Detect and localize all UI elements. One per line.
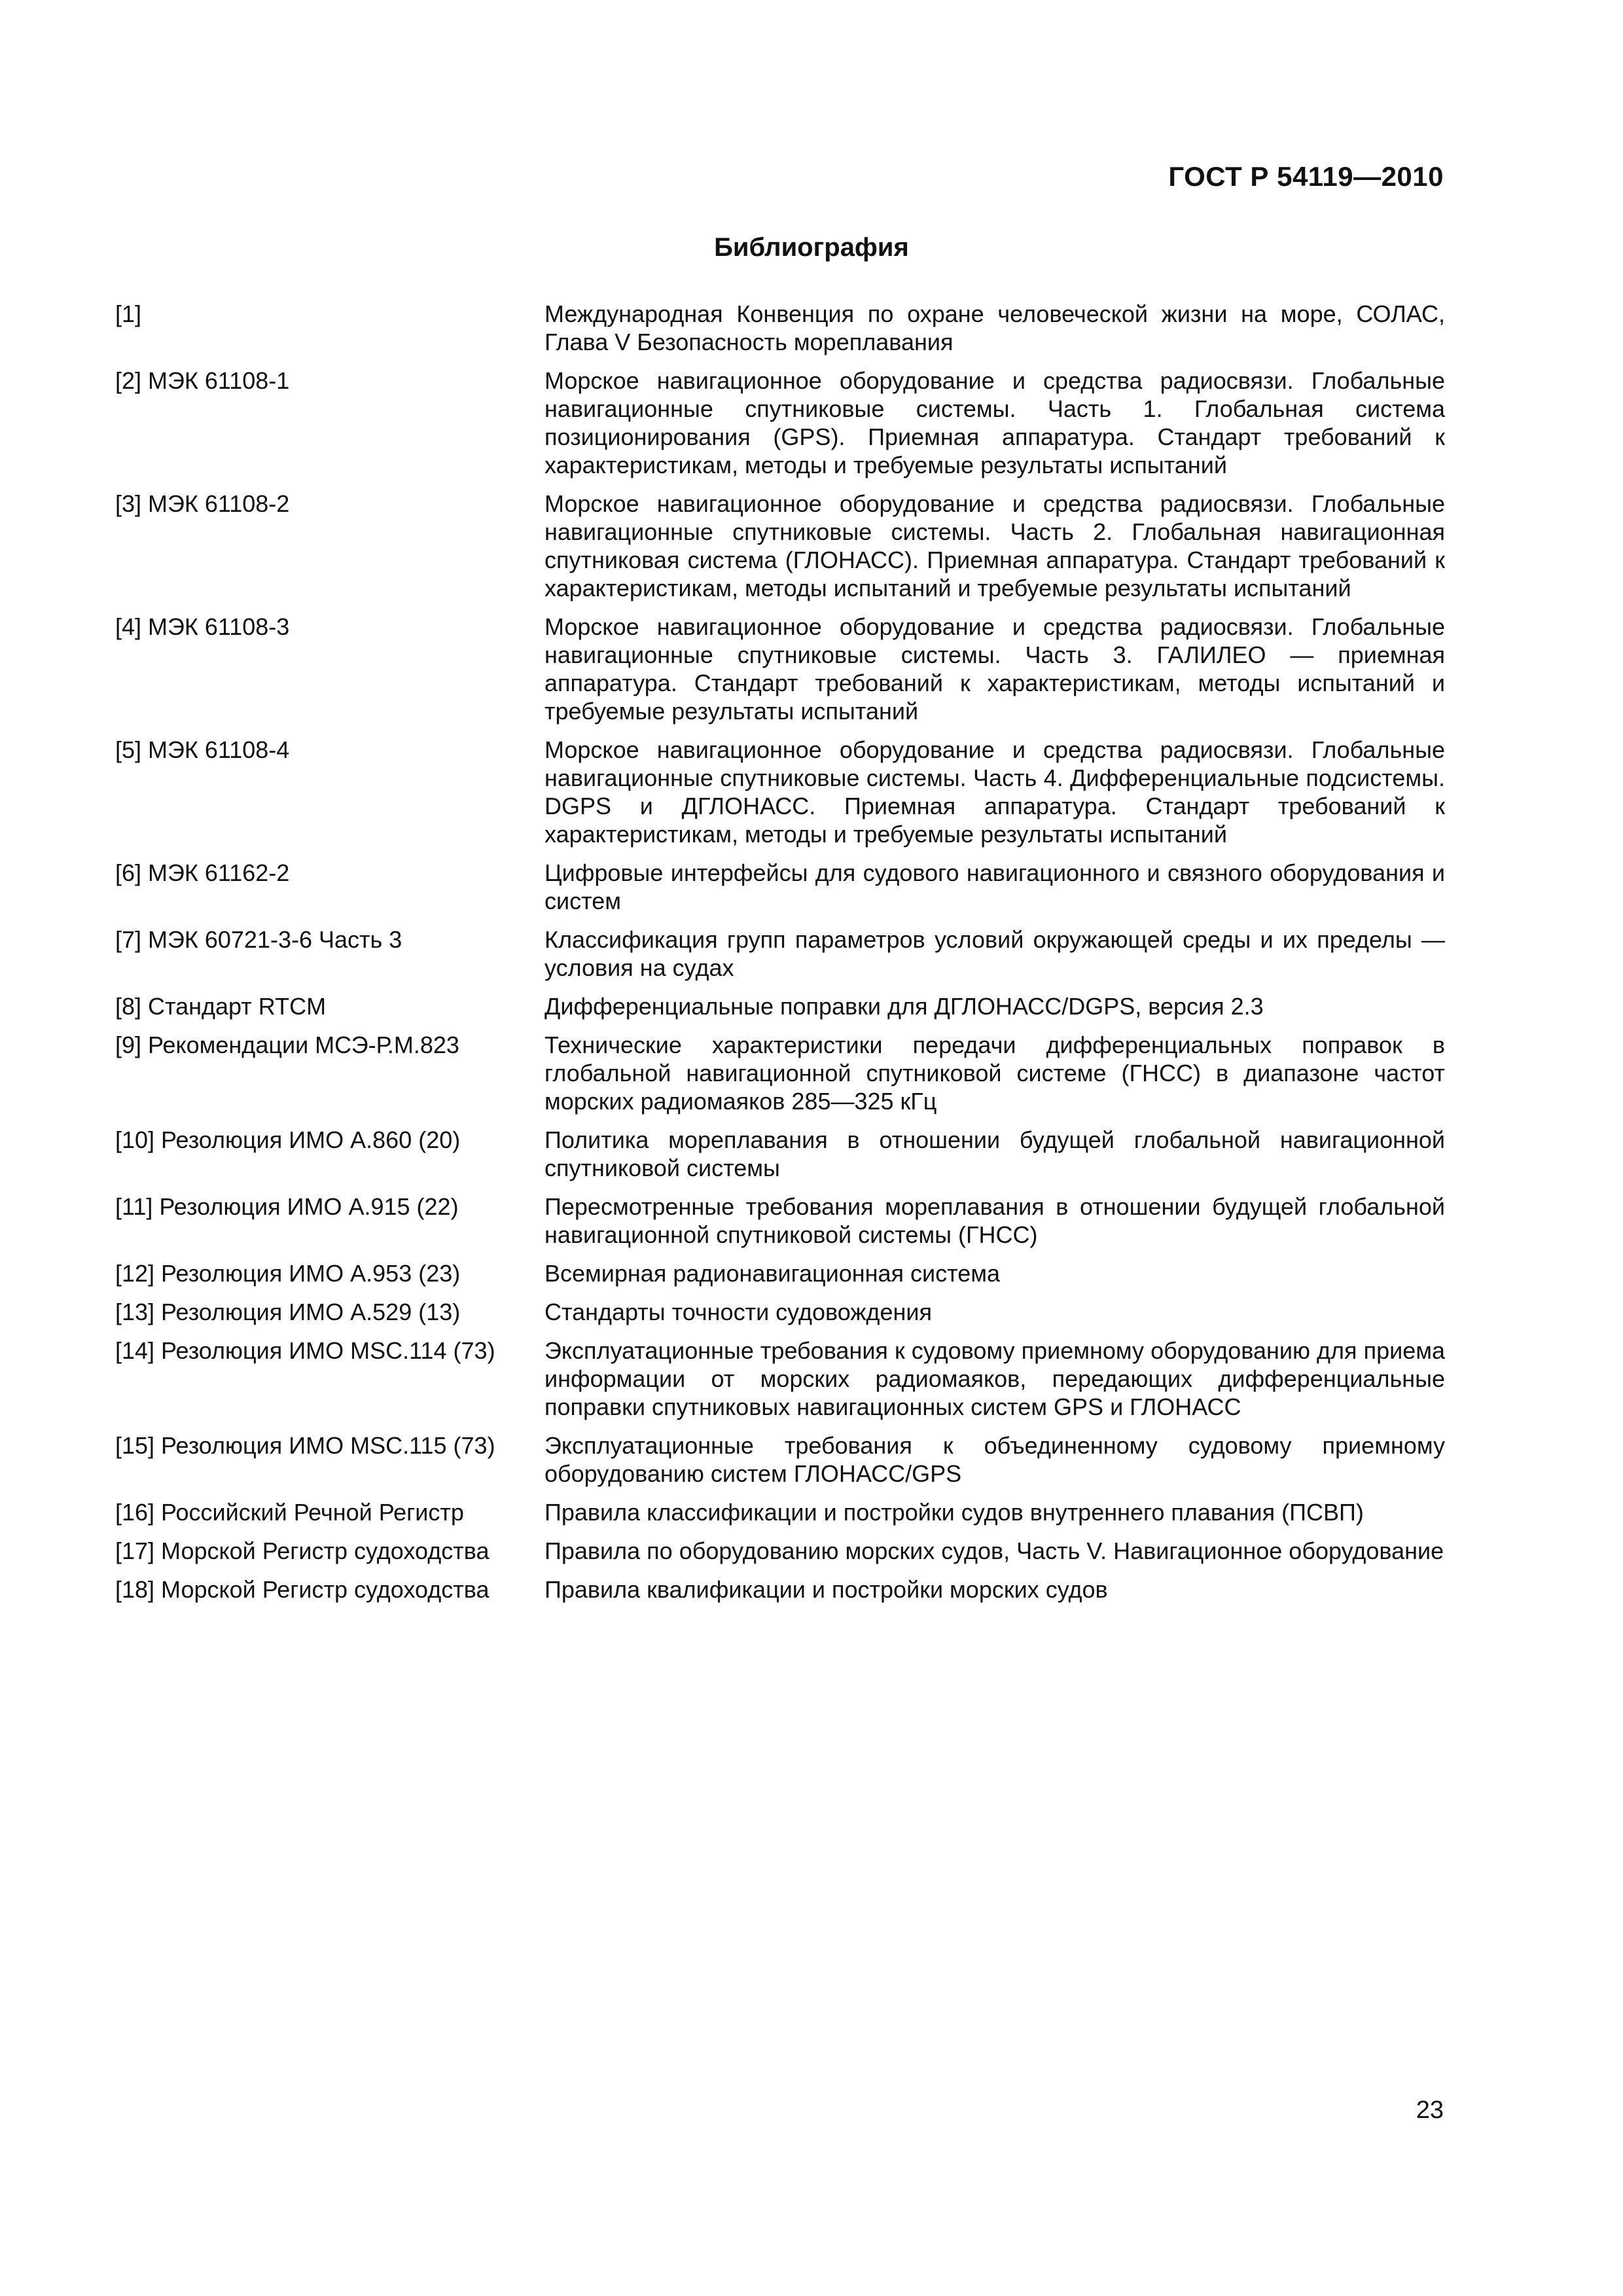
bibliography-entry xyxy=(115,736,1445,848)
entry-reference: [11] Резолюция ИМО А.915 (22) xyxy=(115,1193,459,1220)
entry-reference: [17] Морской Регистр судоходства xyxy=(115,1537,490,1564)
entry-reference: [2] МЭК 61108-1 xyxy=(115,367,290,394)
entry-reference: [14] Резолюция ИМО MSC.114 (73) xyxy=(115,1337,495,1364)
bibliography-entry xyxy=(115,859,1445,915)
bibliography-list xyxy=(115,300,1445,1614)
page-title: Библиография xyxy=(714,233,909,262)
bibliography-entry xyxy=(115,1259,1445,1287)
bibliography-entry xyxy=(115,925,1445,982)
entry-description: Эксплуатационные требования к объединенному судовому приемному оборудованию систем ГЛОНАСС/GPS xyxy=(544,1432,1445,1487)
entry-description: Классификация групп параметров условий окружающей среды и их пределы — условия на судах xyxy=(544,926,1445,981)
entry-description: Морское навигационное оборудование и средства радиосвязи. Глобальные навигационные спутниковые системы. Часть 4. Дифференциальные подсистемы. DGPS и ДГЛОНАСС. Приемная аппаратура. Стандарт требований к характеристикам, методы и требуемые результаты испытаний xyxy=(544,736,1445,848)
bibliography-entry xyxy=(115,1126,1445,1182)
bibliography-entry xyxy=(115,367,1445,479)
entry-reference: [7] МЭК 60721-3-6 Часть 3 xyxy=(115,926,402,953)
entry-description: Морское навигационное оборудование и средства радиосвязи. Глобальные навигационные спутниковые системы. Часть 1. Глобальная система позиционирования (GPS). Приемная аппаратура. Стандарт требований к характеристикам, методы и требуемые результаты испытаний xyxy=(544,367,1445,478)
bibliography-entry xyxy=(115,300,1445,356)
entry-reference: [13] Резолюция ИМО А.529 (13) xyxy=(115,1299,461,1325)
bibliography-entry xyxy=(115,1431,1445,1488)
page-number: 23 xyxy=(1416,2096,1444,2124)
entry-description: Дифференциальные поправки для ДГЛОНАСС/DGPS, версия 2.3 xyxy=(544,993,1264,1020)
entry-reference: [16] Российский Речной Регистр xyxy=(115,1499,464,1526)
entry-reference: [8] Стандарт RTCM xyxy=(115,993,327,1020)
entry-reference: [18] Морской Регистр судоходства xyxy=(115,1576,490,1603)
entry-description: Пересмотренные требования мореплавания в отношении будущей глобальной навигационной спутниковой системы (ГНСС) xyxy=(544,1193,1445,1248)
entry-description: Всемирная радионавигационная система xyxy=(544,1260,1001,1287)
entry-reference: [1] xyxy=(115,300,142,327)
entry-description: Эксплуатационные требования к судовому приемному оборудованию для приема информации от морских радиомаяков, передающих дифференциальные поправки спутниковых навигационных систем GPS и ГЛОНАСС xyxy=(544,1337,1445,1420)
entry-description: Технические характеристики передачи дифференциальных поправок в глобальной навигационной спутниковой системе (ГНСС) в диапазоне частот морских радиомаяков 285—325 кГц xyxy=(544,1031,1445,1115)
entry-reference: [3] МЭК 61108-2 xyxy=(115,490,290,517)
entry-description: Международная Конвенция по охране человеческой жизни на море, СОЛАС, Глава V Безопасность мореплавания xyxy=(544,300,1445,355)
bibliography-entry xyxy=(115,1336,1445,1421)
entry-reference: [4] МЭК 61108-3 xyxy=(115,613,290,640)
bibliography-entry xyxy=(115,1193,1445,1249)
entry-description: Морское навигационное оборудование и средства радиосвязи. Глобальные навигационные спутниковые системы. Часть 2. Глобальная навигационная спутниковая система (ГЛОНАСС). Приемная аппаратура. Стандарт требований к характеристикам, методы испытаний и требуемые результаты испытаний xyxy=(544,490,1445,601)
bibliography-entry xyxy=(115,1031,1445,1115)
entry-description: Правила классификации и постройки судов внутреннего плавания (ПСВП) xyxy=(544,1499,1364,1526)
entry-reference: [6] МЭК 61162-2 xyxy=(115,859,290,886)
bibliography-entry xyxy=(115,613,1445,725)
entry-description: Правила квалификации и постройки морских судов xyxy=(544,1576,1108,1603)
entry-reference: [12] Резолюция ИМО А.953 (23) xyxy=(115,1260,461,1287)
entry-description: Политика мореплавания в отношении будущей глобальной навигационной спутниковой системы xyxy=(544,1126,1445,1181)
entry-reference: [9] Рекомендации МСЭ-Р.М.823 xyxy=(115,1031,459,1058)
bibliography-entry xyxy=(115,490,1445,602)
entry-description: Правила по оборудованию морских судов, Часть V. Навигационное оборудование xyxy=(544,1537,1444,1564)
entry-reference: [15] Резолюция ИМО MSC.115 (73) xyxy=(115,1432,495,1459)
entry-reference: [10] Резолюция ИМО А.860 (20) xyxy=(115,1126,461,1153)
bibliography-entry xyxy=(115,1298,1445,1326)
entry-reference: [5] МЭК 61108-4 xyxy=(115,736,290,763)
bibliography-entry xyxy=(115,1575,1445,1604)
bibliography-entry xyxy=(115,1537,1445,1565)
standard-designation: ГОСТ Р 54119—2010 xyxy=(1168,161,1444,192)
bibliography-entry xyxy=(115,992,1445,1020)
entry-description: Стандарты точности судовождения xyxy=(544,1299,932,1325)
entry-description: Цифровые интерфейсы для судового навигационного и связного оборудования и систем xyxy=(544,859,1445,914)
bibliography-entry xyxy=(115,1498,1445,1526)
entry-description: Морское навигационное оборудование и средства радиосвязи. Глобальные навигационные спутниковые системы. Часть 3. ГАЛИЛЕО — приемная аппаратура. Стандарт требований к характеристикам, методы испытаний и требуемые результаты испытаний xyxy=(544,613,1445,725)
